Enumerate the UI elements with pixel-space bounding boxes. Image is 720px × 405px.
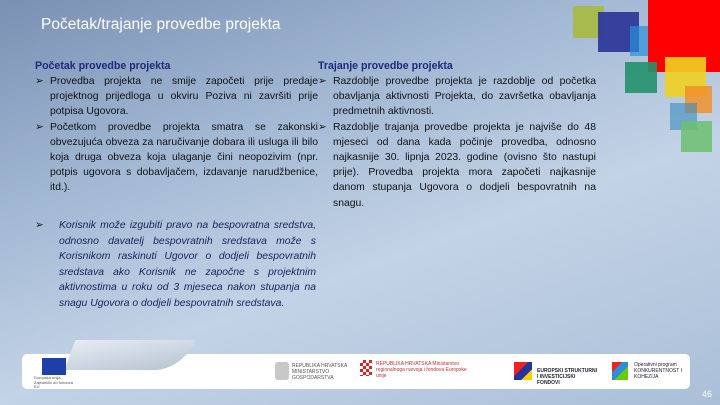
esif-logo-icon [514,362,532,380]
note-text: Korisnik može izgubiti pravo na bespovratna sredstva, odnosno davatelj bespovratnih sredstava može s Korisnikom raskinuti Ugovor o dodjeli bespovratnih sredstava ako Korisnik ne započne s projektnim aktivnostima u roku od 3 mjeseca nakon stupanja na snagu Ugovora o dodjeli bespovratnih sredstava. [59,220,316,309]
opkk-logo-text: Operativni program KONKURENTNOST I KOHEZIJA [634,362,682,380]
left-column [35,59,318,196]
deco-square [681,121,712,152]
bullet-icon: ➢ [35,220,44,231]
slide-title: Početak/trajanje provedbe projekta [41,16,281,33]
bullet-icon: ➢ [35,76,44,87]
eu-logo-text: Europska unija Zajednički do fondova EU [34,375,73,389]
item-text: Razdoblje trajanja provedbe projekta je najviše do 48 mjeseci od dana kada počinje provedba, odnosno najkasnije 30. lipnja 2023. godine (ovisno što nastupi prije). Provedba projekta mora započeti najkasnije danom stupanja Ugovora o dodjeli bespovratnih na snagu. [333,121,596,209]
bullet-icon: ➢ [318,76,327,87]
item-text: Razdoblje provedbe projekta je razdoblje od početka obavljanja aktivnosti Projekta, do završetka obavljanja predmetnih aktivnosti. [333,76,596,118]
list-item [35,218,316,311]
eu-flag-icon [42,358,66,375]
right-column [318,59,596,211]
list-item [35,74,318,120]
ministry-cube-icon [275,362,289,380]
note [35,218,316,311]
opkk-logo-icon [612,362,628,380]
item-text: Početkom provedbe projekta smatra se zakonski obvezujuća obveza za naručivanje dobara ili usluga ili bilo koja druga obveza koja ulaganje čini neopozivim (npr. potpis ugovora s dobavljačem, izdavanje narudžbenice, itd.). [50,121,318,194]
croatia-coat-icon [360,360,372,376]
page-number: 46 [701,389,712,399]
esif-logo-text: EUROPSKI STRUKTURNI I INVESTICIJSKI FONDOVI [537,368,598,386]
deco-square [625,62,657,93]
list-item [318,120,596,211]
right-heading: Trajanje provedbe projekta [318,60,453,72]
item-text: Provedba projekta ne smije započeti prije predaje projektnog prijedloga u okviru Poziva ni završiti prije potpisa Ugovora. [50,76,318,118]
ministry2-logo-text: REPUBLIKA HRVATSKA Ministarstvo regionalnoga razvoja i fondova Europske unije [376,361,467,379]
bullet-icon: ➢ [318,121,327,133]
list-item [35,120,318,196]
left-heading: Početak provedbe projekta [35,60,171,72]
bullet-icon: ➢ [35,121,44,133]
list-item [318,74,596,120]
ministry1-logo-text: REPUBLIKA HRVATSKA MINISTARSTVO GOSPODARSTVA [292,363,348,381]
